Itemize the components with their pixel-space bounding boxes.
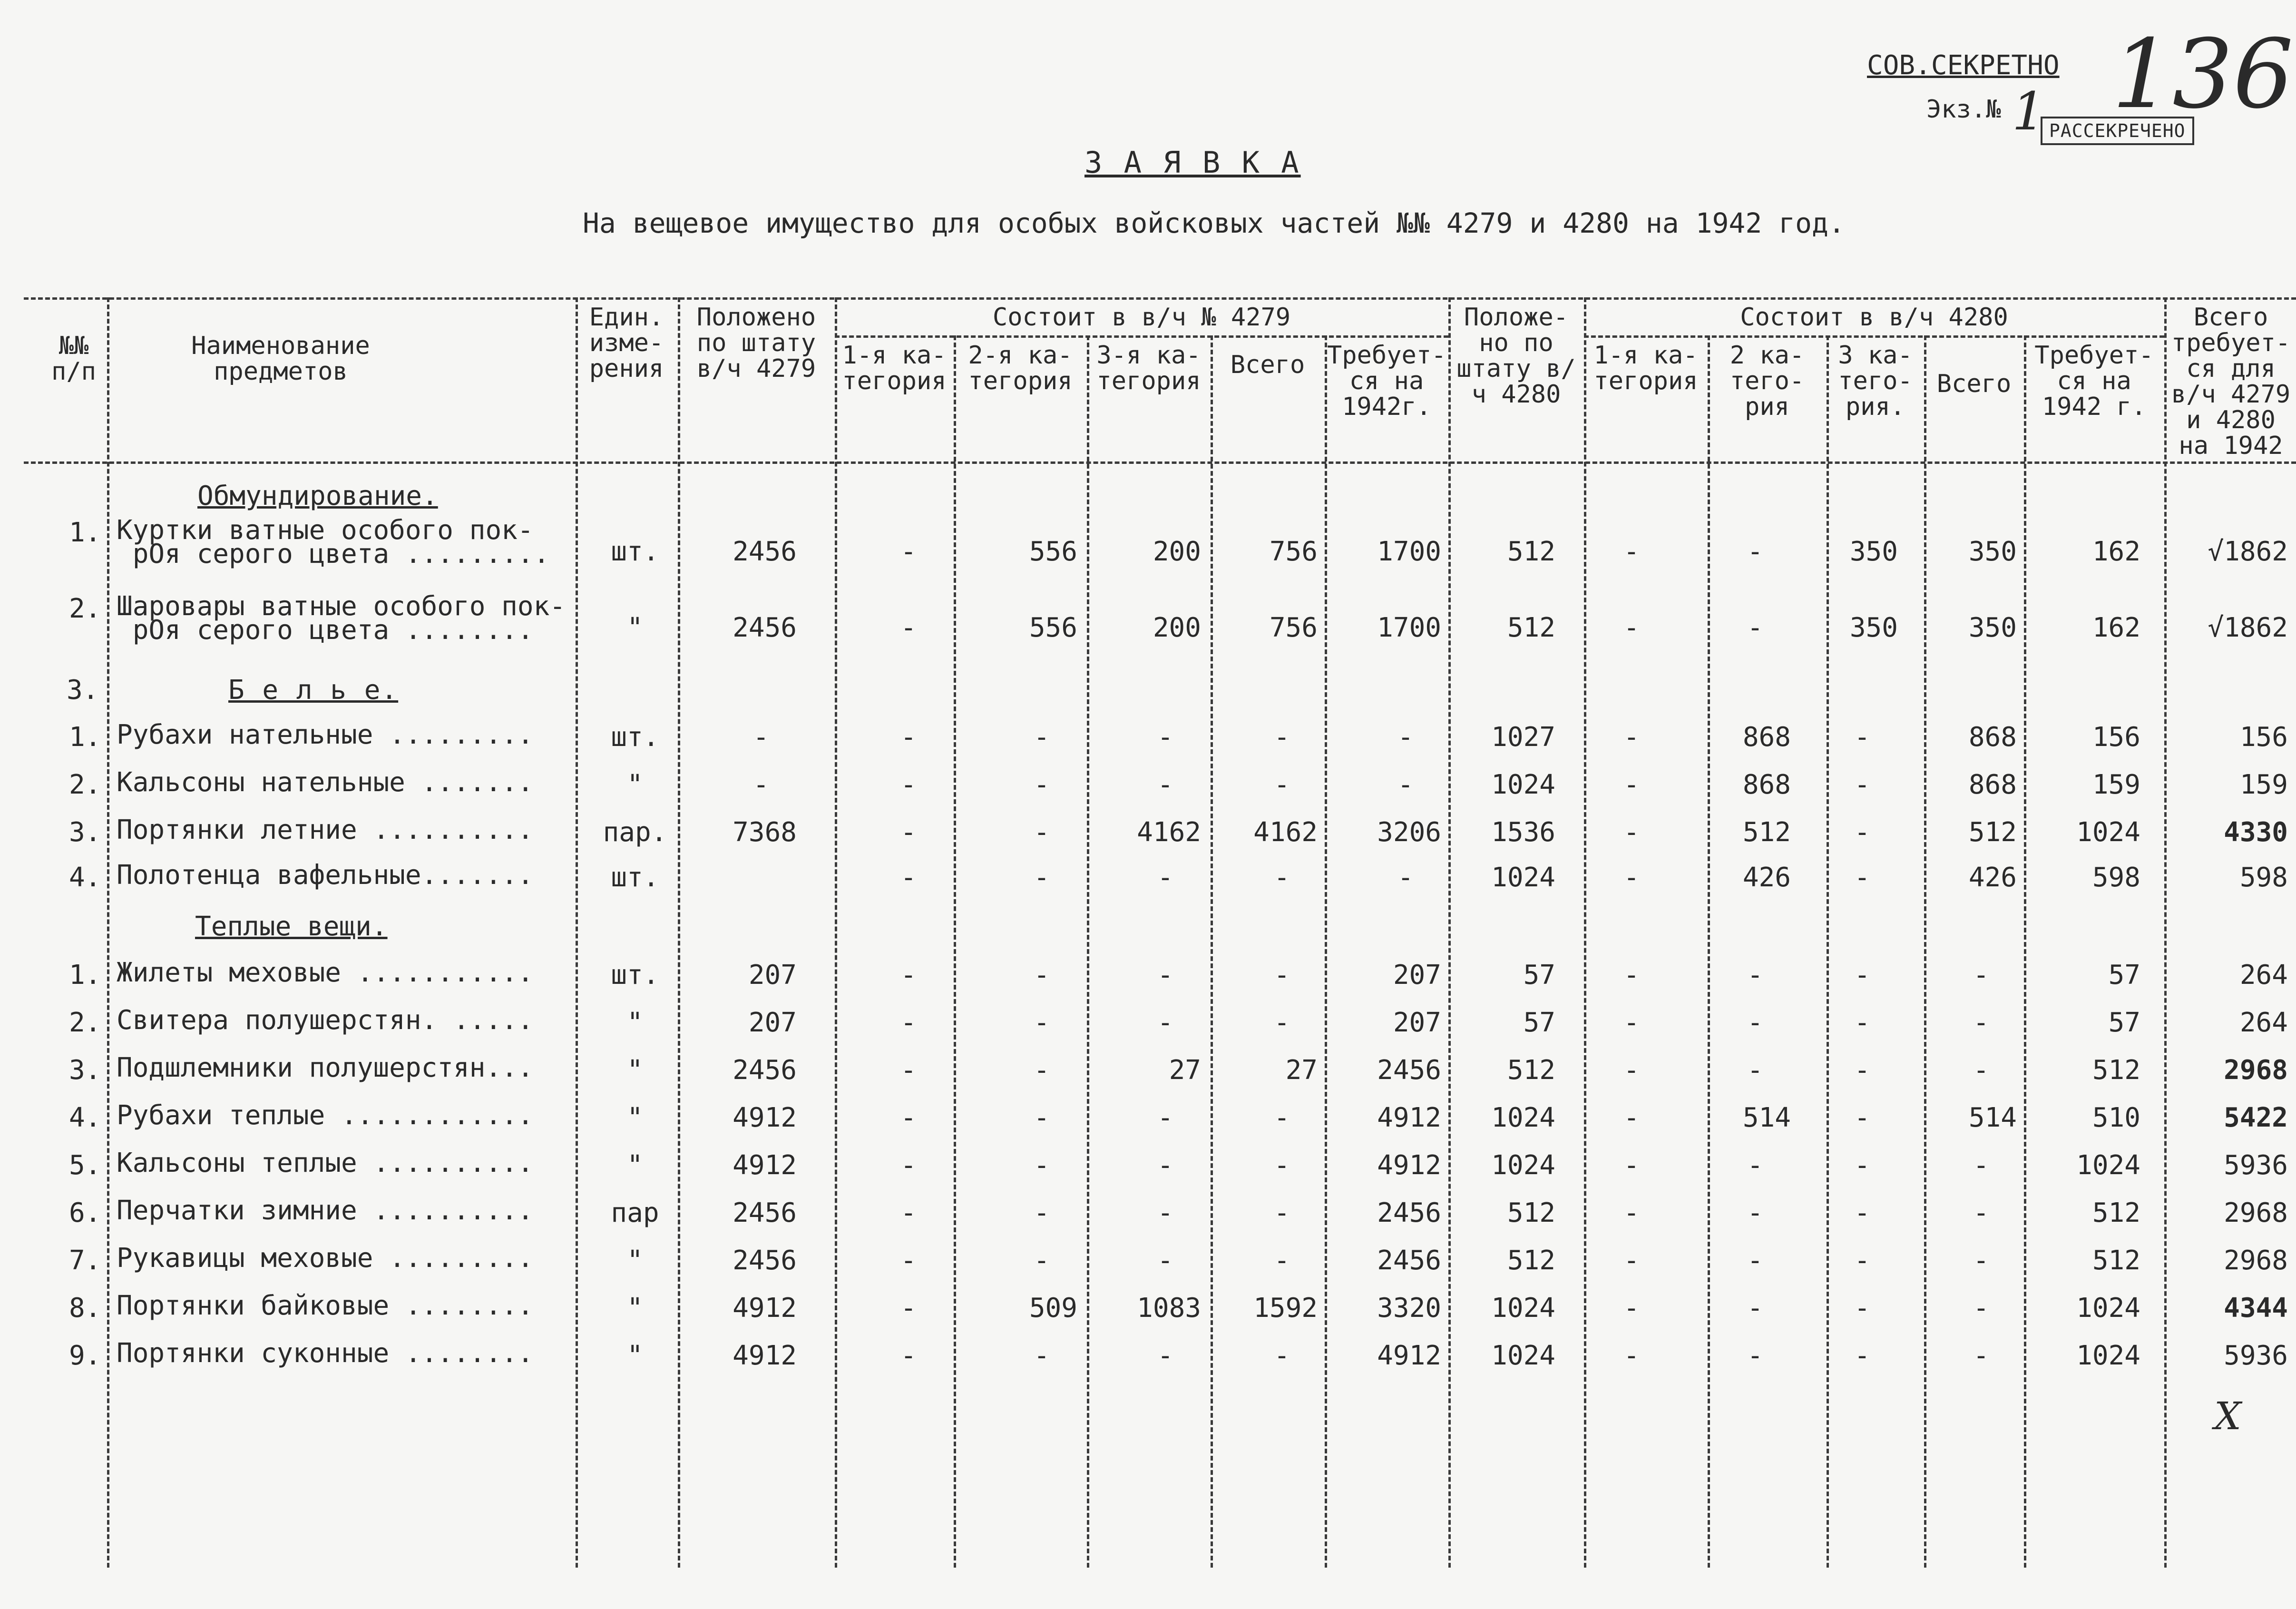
value-cell: - xyxy=(1034,1055,1050,1086)
value-cell: 1024 xyxy=(1491,769,1555,800)
value-cell: - xyxy=(1034,1102,1050,1133)
value-cell: - xyxy=(1623,536,1640,567)
row-number: 1. xyxy=(69,960,101,991)
value-cell: 1024 xyxy=(1491,1340,1555,1371)
page-number: 136 xyxy=(2112,19,2294,130)
row-number: 4. xyxy=(69,862,101,893)
value-cell: - xyxy=(1854,1197,1870,1228)
value-cell: 5422 xyxy=(2224,1102,2288,1133)
unit-cell: " xyxy=(627,1293,643,1324)
header-total: Всего xyxy=(1230,351,1305,379)
value-cell: 512 xyxy=(1968,817,2017,848)
value-cell: 57 xyxy=(1523,960,1555,991)
value-cell: 868 xyxy=(1742,769,1791,800)
value-cell: 1024 xyxy=(2076,817,2140,848)
value-cell: - xyxy=(1623,1055,1640,1086)
value-cell: 1024 xyxy=(2076,1340,2140,1371)
unit-cell: " xyxy=(627,769,643,800)
value-cell: - xyxy=(1034,769,1050,800)
value-cell: 556 xyxy=(1029,612,1077,643)
value-cell: 4162 xyxy=(1137,817,1201,848)
value-cell: - xyxy=(1973,1293,1989,1324)
row-number: 5. xyxy=(69,1150,101,1181)
value-cell: - xyxy=(900,1245,917,1276)
value-cell: - xyxy=(1747,1007,1763,1038)
value-cell: - xyxy=(900,1293,917,1324)
item-name: Полотенца вафельные....... xyxy=(117,860,534,891)
copy-label: Экз.№ xyxy=(1926,95,2001,124)
value-cell: - xyxy=(1973,1340,1989,1371)
table-top-rule xyxy=(24,297,2296,300)
value-cell: 512 xyxy=(1507,1245,1555,1276)
header-bottom-rule xyxy=(24,461,2296,464)
value-cell: - xyxy=(753,722,769,753)
section-number: 3. xyxy=(67,675,99,706)
value-cell: 27 xyxy=(1285,1055,1318,1086)
value-cell: - xyxy=(1854,1055,1870,1086)
value-cell: - xyxy=(1623,1340,1640,1371)
value-cell: - xyxy=(1747,1340,1763,1371)
value-cell: 2456 xyxy=(1377,1055,1441,1086)
col-rule xyxy=(1827,335,1829,1568)
document-title: З А Я В К А xyxy=(1084,145,1301,180)
value-cell: - xyxy=(1274,722,1290,753)
value-cell: - xyxy=(900,769,917,800)
value-cell: - xyxy=(1854,722,1870,753)
col-rule xyxy=(678,297,680,1568)
value-cell: 1024 xyxy=(1491,1102,1555,1133)
value-cell: 3320 xyxy=(1377,1293,1441,1324)
value-cell: - xyxy=(1854,769,1870,800)
header-norm-4279: Положено по штату в/ч 4279 xyxy=(696,303,816,383)
unit-cell: шт. xyxy=(611,960,659,991)
value-cell: 868 xyxy=(1968,722,2017,753)
value-cell: 156 xyxy=(2239,722,2288,753)
value-cell: - xyxy=(900,817,917,848)
value-cell: - xyxy=(1274,1197,1290,1228)
header-cat2: 2-я ка- тегория xyxy=(968,341,1073,395)
value-cell: 200 xyxy=(1153,612,1201,643)
unit-cell: " xyxy=(627,1245,643,1276)
row-number: 2. xyxy=(69,769,101,800)
col-rule xyxy=(1584,297,1586,1568)
value-cell: - xyxy=(1034,722,1050,753)
value-cell: 512 xyxy=(1507,536,1555,567)
value-cell: 162 xyxy=(2092,612,2140,643)
value-cell: 1024 xyxy=(1491,862,1555,893)
col-rule xyxy=(1708,335,1710,1568)
header-b-total: Всего xyxy=(1936,370,2012,398)
value-cell: 1083 xyxy=(1137,1293,1201,1324)
item-name: Рубахи нательные ......... xyxy=(117,719,534,750)
value-cell: 57 xyxy=(1523,1007,1555,1038)
row-number: 7. xyxy=(69,1245,101,1276)
group-4279-rule xyxy=(835,335,1448,338)
value-cell: - xyxy=(1854,960,1870,991)
value-cell: - xyxy=(1973,1150,1989,1181)
row-number: 2. xyxy=(69,593,101,624)
value-cell: 1024 xyxy=(2076,1150,2140,1181)
value-cell: 2456 xyxy=(1377,1245,1441,1276)
value-cell: 207 xyxy=(748,1007,797,1038)
value-cell: 512 xyxy=(1507,1197,1555,1228)
col-rule xyxy=(835,297,837,1568)
value-cell: - xyxy=(1854,1293,1870,1324)
value-cell: - xyxy=(1157,862,1173,893)
item-name: Свитера полушерстян. ..... xyxy=(117,1005,534,1036)
value-cell: 2456 xyxy=(1377,1197,1441,1228)
value-cell: - xyxy=(1157,1197,1173,1228)
value-cell: - xyxy=(1747,1245,1763,1276)
value-cell: - xyxy=(1623,1245,1640,1276)
unit-cell: " xyxy=(627,1055,643,1086)
value-cell: 350 xyxy=(1968,612,2017,643)
document-subtitle: На вещевое имущество для особых войсковых частей №№ 4279 и 4280 на 1942 год. xyxy=(583,207,1845,239)
value-cell: - xyxy=(1854,1150,1870,1181)
value-cell: 556 xyxy=(1029,536,1077,567)
value-cell: 7368 xyxy=(733,817,797,848)
col-rule xyxy=(2024,335,2026,1568)
value-cell: - xyxy=(753,769,769,800)
value-cell: 264 xyxy=(2239,960,2288,991)
value-cell: 207 xyxy=(748,960,797,991)
value-cell: - xyxy=(1397,769,1414,800)
unit-cell: пар xyxy=(611,1197,659,1228)
value-cell: - xyxy=(1034,960,1050,991)
row-number: 6. xyxy=(69,1197,101,1228)
value-cell: 350 xyxy=(1849,612,1898,643)
value-cell: - xyxy=(900,1102,917,1133)
value-cell: - xyxy=(1034,1150,1050,1181)
value-cell: 756 xyxy=(1269,612,1318,643)
value-cell: - xyxy=(1397,862,1414,893)
value-cell: - xyxy=(1157,722,1173,753)
row-number: 1. xyxy=(69,517,101,548)
value-cell: - xyxy=(1623,1007,1640,1038)
value-cell: - xyxy=(1034,1340,1050,1371)
header-cat3: 3-я ка- тегория xyxy=(1096,341,1201,395)
value-cell: 510 xyxy=(2092,1102,2140,1133)
value-cell: 3206 xyxy=(1377,817,1441,848)
value-cell: - xyxy=(1034,1197,1050,1228)
value-cell: - xyxy=(1274,769,1290,800)
value-cell: - xyxy=(1854,1245,1870,1276)
value-cell: 514 xyxy=(1742,1102,1791,1133)
value-cell: 5936 xyxy=(2224,1150,2288,1181)
value-cell: - xyxy=(1034,817,1050,848)
value-cell: - xyxy=(1034,862,1050,893)
unit-cell: шт. xyxy=(611,722,659,753)
value-cell: - xyxy=(900,1197,917,1228)
value-cell: 512 xyxy=(2092,1197,2140,1228)
value-cell: 2456 xyxy=(733,612,797,643)
value-cell: 514 xyxy=(1968,1102,2017,1133)
value-cell: - xyxy=(1747,1055,1763,1086)
value-cell: 5936 xyxy=(2224,1340,2288,1371)
value-cell: 159 xyxy=(2092,769,2140,800)
value-cell: 1592 xyxy=(1253,1293,1318,1324)
value-cell: 512 xyxy=(1742,817,1791,848)
value-cell: - xyxy=(1973,1055,1989,1086)
col-rule xyxy=(1211,335,1213,1568)
value-cell: 207 xyxy=(1393,1007,1441,1038)
value-cell: - xyxy=(1623,769,1640,800)
value-cell: 1024 xyxy=(2076,1293,2140,1324)
value-cell: 2968 xyxy=(2224,1055,2288,1086)
check-mark: X xyxy=(2214,1394,2241,1438)
value-cell: - xyxy=(1157,1102,1173,1133)
value-cell: - xyxy=(900,612,917,643)
row-number: 8. xyxy=(69,1293,101,1324)
value-cell: 156 xyxy=(2092,722,2140,753)
item-name: Рукавицы меховые ......... xyxy=(117,1243,534,1274)
value-cell: 598 xyxy=(2239,862,2288,893)
value-cell: 509 xyxy=(1029,1293,1077,1324)
unit-cell: " xyxy=(627,1150,643,1181)
copy-number: 1 xyxy=(2012,81,2045,142)
item-name: Шаровары ватные особого пок- рОя серого цвета ........ xyxy=(117,591,566,646)
header-b-req: Требует- ся на 1942 г. xyxy=(2034,341,2154,421)
value-cell: - xyxy=(1274,960,1290,991)
value-cell: 264 xyxy=(2239,1007,2288,1038)
value-cell: 57 xyxy=(2108,960,2140,991)
value-cell: - xyxy=(900,1007,917,1038)
value-cell: 350 xyxy=(1968,536,2017,567)
value-cell: - xyxy=(1274,1007,1290,1038)
value-cell: - xyxy=(1157,1150,1173,1181)
value-cell: - xyxy=(1747,960,1763,991)
value-cell: 4330 xyxy=(2224,817,2288,848)
unit-cell: пар. xyxy=(603,817,667,848)
item-name: Портянки летние .......... xyxy=(117,814,534,845)
section-heading: Обмундирование. xyxy=(197,481,438,511)
value-cell: 1700 xyxy=(1377,536,1441,567)
col-rule xyxy=(1325,335,1327,1568)
header-name: Наименование предметов xyxy=(191,332,370,386)
value-cell: - xyxy=(1747,1197,1763,1228)
value-cell: 2456 xyxy=(733,1245,797,1276)
item-name: Портянки суконные ........ xyxy=(117,1338,534,1369)
value-cell: 4162 xyxy=(1253,817,1318,848)
value-cell: - xyxy=(1973,1197,1989,1228)
unit-cell: " xyxy=(627,612,643,643)
value-cell: - xyxy=(900,862,917,893)
value-cell: 4912 xyxy=(733,1150,797,1181)
col-rule xyxy=(1924,335,1926,1568)
value-cell: - xyxy=(900,1150,917,1181)
header-req-4279: Требует- ся на 1942г. xyxy=(1327,341,1446,421)
header-unit: Един. изме- рения xyxy=(589,303,664,383)
value-cell: 868 xyxy=(1742,722,1791,753)
value-cell: 426 xyxy=(1968,862,2017,893)
value-cell: - xyxy=(1034,1007,1050,1038)
value-cell: 207 xyxy=(1393,960,1441,991)
item-name: Перчатки зимние .......... xyxy=(117,1195,534,1226)
value-cell: 2968 xyxy=(2224,1245,2288,1276)
value-cell: 426 xyxy=(1742,862,1791,893)
header-b-cat3: 3 ка- тего- рия. xyxy=(1838,341,1913,421)
value-cell: - xyxy=(1747,1293,1763,1324)
item-name: Кальсоны нательные ....... xyxy=(117,767,534,798)
value-cell: 200 xyxy=(1153,536,1201,567)
row-number: 9. xyxy=(69,1340,101,1371)
value-cell: - xyxy=(1623,1150,1640,1181)
value-cell: - xyxy=(1973,1007,1989,1038)
header-cat1: 1-я ка- тегория xyxy=(842,341,947,395)
col-rule xyxy=(2164,297,2167,1568)
header-norm-4280: Положе- но по штату в/ч 4280 xyxy=(1456,303,1576,409)
value-cell: - xyxy=(1623,722,1640,753)
value-cell: - xyxy=(1854,817,1870,848)
header-b-cat2: 2 ка- тего- рия xyxy=(1729,341,1805,421)
value-cell: - xyxy=(1157,769,1173,800)
value-cell: - xyxy=(900,536,917,567)
value-cell: - xyxy=(1157,1340,1173,1371)
item-name: Портянки байковые ........ xyxy=(117,1290,534,1321)
col-rule xyxy=(107,297,109,1568)
row-number: 4. xyxy=(69,1102,101,1133)
col-rule xyxy=(576,297,578,1568)
header-grand-total: Всего требует- ся для в/ч 4279 и 4280 на 1942 xyxy=(2171,303,2291,460)
value-cell: - xyxy=(1274,1245,1290,1276)
value-cell: 1024 xyxy=(1491,1150,1555,1181)
value-cell: 868 xyxy=(1968,769,2017,800)
value-cell: 2456 xyxy=(733,1197,797,1228)
value-cell: - xyxy=(1747,536,1763,567)
value-cell: - xyxy=(1854,1340,1870,1371)
classification-label: СОВ.СЕКРЕТНО xyxy=(1867,50,2060,81)
unit-cell: шт. xyxy=(611,536,659,567)
value-cell: 159 xyxy=(2239,769,2288,800)
value-cell: 1536 xyxy=(1491,817,1555,848)
value-cell: - xyxy=(1623,1197,1640,1228)
value-cell: - xyxy=(1623,817,1640,848)
value-cell: - xyxy=(1157,1245,1173,1276)
header-b-cat1: 1-я ка- тегория xyxy=(1593,341,1698,395)
value-cell: - xyxy=(900,1055,917,1086)
value-cell: 4912 xyxy=(1377,1340,1441,1371)
value-cell: 1024 xyxy=(1491,1293,1555,1324)
value-cell: - xyxy=(1854,862,1870,893)
header-num: №№ п/п xyxy=(51,332,96,386)
value-cell: - xyxy=(1274,1150,1290,1181)
value-cell: - xyxy=(1973,960,1989,991)
value-cell: 756 xyxy=(1269,536,1318,567)
value-cell: 4912 xyxy=(1377,1102,1441,1133)
item-name: Жилеты меховые ........... xyxy=(117,957,534,988)
value-cell: 512 xyxy=(1507,1055,1555,1086)
value-cell: 512 xyxy=(1507,612,1555,643)
value-cell: √1862 xyxy=(2208,536,2288,567)
unit-cell: " xyxy=(627,1007,643,1038)
value-cell: - xyxy=(1274,862,1290,893)
value-cell: 4344 xyxy=(2224,1293,2288,1324)
value-cell: 1700 xyxy=(1377,612,1441,643)
row-number: 2. xyxy=(69,1007,101,1038)
value-cell: 1027 xyxy=(1491,722,1555,753)
value-cell: - xyxy=(900,722,917,753)
value-cell: 350 xyxy=(1849,536,1898,567)
group-4280-rule xyxy=(1584,335,2164,338)
value-cell: 162 xyxy=(2092,536,2140,567)
value-cell: - xyxy=(1274,1340,1290,1371)
value-cell: 2456 xyxy=(733,1055,797,1086)
value-cell: 4912 xyxy=(733,1102,797,1133)
row-number: 3. xyxy=(69,817,101,848)
value-cell: - xyxy=(1854,1007,1870,1038)
value-cell: √1862 xyxy=(2208,612,2288,643)
unit-cell: " xyxy=(627,1340,643,1371)
declassified-stamp: РАССЕКРЕЧЕНО xyxy=(2041,117,2194,145)
unit-cell: шт. xyxy=(611,862,659,893)
col-rule xyxy=(1087,335,1089,1568)
section-heading: Теплые вещи. xyxy=(195,911,388,942)
section-heading: Б е л ь е. xyxy=(228,675,399,706)
value-cell: 2968 xyxy=(2224,1197,2288,1228)
item-name: Куртки ватные особого пок- рОя серого цвета ......... xyxy=(117,515,550,569)
item-name: Кальсоны теплые .......... xyxy=(117,1148,534,1178)
unit-cell: " xyxy=(627,1102,643,1133)
value-cell: - xyxy=(1034,1245,1050,1276)
value-cell: - xyxy=(1623,1293,1640,1324)
value-cell: - xyxy=(1623,862,1640,893)
row-number: 1. xyxy=(69,722,101,753)
value-cell: - xyxy=(1623,1102,1640,1133)
value-cell: - xyxy=(900,960,917,991)
value-cell: - xyxy=(1397,722,1414,753)
value-cell: 57 xyxy=(2108,1007,2140,1038)
value-cell: - xyxy=(1854,1102,1870,1133)
row-number: 3. xyxy=(69,1055,101,1086)
value-cell: - xyxy=(1623,960,1640,991)
value-cell: 4912 xyxy=(733,1293,797,1324)
value-cell: - xyxy=(1157,1007,1173,1038)
value-cell: - xyxy=(1157,960,1173,991)
value-cell: 4912 xyxy=(1377,1150,1441,1181)
header-group-4279: Состоит в в/ч № 4279 xyxy=(992,303,1291,332)
col-rule xyxy=(954,335,956,1568)
header-group-4280: Состоит в в/ч 4280 xyxy=(1740,303,2008,332)
value-cell: - xyxy=(1274,1102,1290,1133)
value-cell: 27 xyxy=(1169,1055,1201,1086)
value-cell: - xyxy=(1973,1245,1989,1276)
item-name: Подшлемники полушерстян... xyxy=(117,1052,534,1083)
value-cell: 512 xyxy=(2092,1245,2140,1276)
value-cell: - xyxy=(1747,1150,1763,1181)
value-cell: - xyxy=(1623,612,1640,643)
value-cell: - xyxy=(900,1340,917,1371)
value-cell: 512 xyxy=(2092,1055,2140,1086)
value-cell: 2456 xyxy=(733,536,797,567)
item-name: Рубахи теплые ............ xyxy=(117,1100,534,1131)
value-cell: - xyxy=(1747,612,1763,643)
value-cell: 598 xyxy=(2092,862,2140,893)
value-cell: 4912 xyxy=(733,1340,797,1371)
col-rule xyxy=(1448,297,1451,1568)
